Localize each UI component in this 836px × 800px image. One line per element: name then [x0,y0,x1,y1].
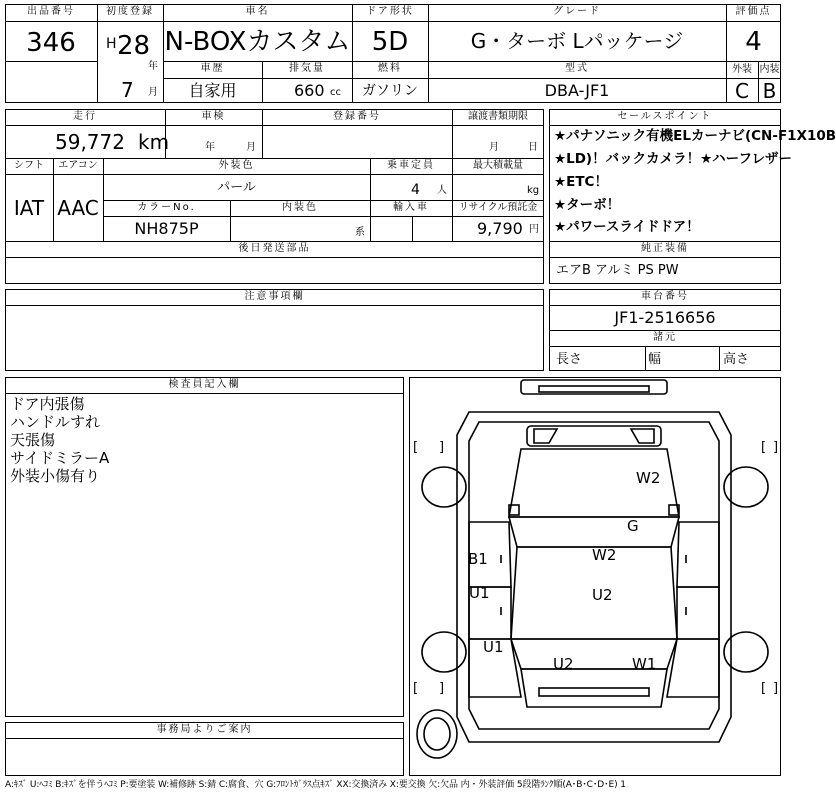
fuel-value: ガソリン [362,83,418,99]
max-load-label: 最大積載量 [473,160,523,171]
recycle-value: 9,790 [477,219,523,238]
first-reg-month-unit: 月 [148,87,158,98]
wheel-front-left [422,467,466,507]
max-load-unit: kg [527,185,540,196]
interior-grade-label: 内装 [759,64,780,75]
inspection-label: 車検 [201,111,226,122]
exterior-grade-label: 外装 [732,64,752,75]
divider [549,241,781,242]
specs-label: 諸元 [653,332,677,343]
sales-point-line: ★ターボ！ [554,197,621,213]
damage-mark: U2 [553,655,574,673]
divider [5,158,544,159]
door-label: ドア形状 [366,6,414,17]
fuel-label: 燃料 [378,63,402,74]
office-label: 事務局よりご案内 [156,724,253,735]
score-value: 4 [745,27,762,57]
inspector-label: 検査員記入欄 [168,379,241,390]
divider [5,305,544,306]
int-color-label: 内装色 [282,202,318,213]
divider [5,738,404,739]
damage-mark: U2 [592,586,613,604]
spec-height-label: 高さ [723,352,750,367]
first-reg-era: H [106,36,117,52]
divider [5,241,544,242]
spare-tire-inner [424,718,450,750]
score-label: 評価点 [735,6,772,17]
damage-mark: G [627,517,639,535]
divider [5,257,544,258]
headlight-left [534,429,557,443]
damage-mark: B1 [468,550,488,568]
first-reg-label: 初度登録 [106,6,154,17]
mileage-label: 走行 [73,111,97,122]
wheel-rear-left [422,632,466,672]
model-value: N-BOXカスタム [164,27,351,57]
color-no-value: NH875P [134,219,199,238]
grade-value: G・ターボ Lパッケージ [470,29,684,53]
color-no-label: カラーNo. [137,202,196,213]
first-reg-year: 28 [117,31,151,61]
reg-no-label: 登録番号 [333,111,381,122]
mileage-value: 59,772 [55,130,125,154]
bracket-right-rear-close: ] [773,681,779,696]
import-label: 輸入車 [393,202,429,213]
chassis-value: JF1-2516656 [614,308,716,327]
bracket-left-rear-close: ] [439,681,445,696]
inspector-note: ハンドルすれ [10,413,101,431]
right-front-door [677,522,719,587]
genuine-label: 純正装備 [641,243,689,254]
sales-point-line: ★LD)！バックカメラ！★ハーフレザー [554,151,792,167]
damage-mark: W1 [632,655,657,673]
transfer-doc-label: 譲渡書類期限 [468,111,528,122]
rear-bumper [539,688,649,696]
inspection-year-unit: 年 [205,142,215,153]
model-code-value: DBA-JF1 [544,81,610,100]
divider [163,78,726,79]
aircon-label: エアコン [58,160,98,171]
bracket-left-front-close: ] [439,440,445,455]
inspector-note: サイドミラーA [10,449,110,467]
bracket-right-front-close: ] [773,440,779,455]
grade-label: グレード [553,6,601,17]
divider [5,21,781,22]
aircon-value: AAC [57,196,99,220]
history-value: 自家用 [188,81,237,100]
displacement-value: 660 [294,81,325,100]
mileage-unit: km [138,130,170,154]
headlight-right [631,429,654,443]
divider [5,393,404,394]
shift-label: シフト [14,160,44,171]
divider [103,200,544,201]
displacement-label: 排気量 [289,63,325,74]
ext-color-value: パール [217,180,256,195]
transfer-doc-month-unit: 月 [489,142,499,153]
transfer-doc-day-unit: 日 [528,142,538,153]
right-rear-fender [667,639,719,697]
windshield [509,517,679,547]
sales-point-label: セールスポイント [617,111,713,122]
exterior-grade-value: C [735,79,749,103]
legend-text: A:ｷｽﾞ U:ﾍｺﾐ B:ｷｽﾞを伴うﾍｺﾐ P:要塗装 W:補修跡 S:錆 C:腐食、穴 G:ﾌﾛﾝﾄｶﾞﾗｽ点ｷｽﾞ XX:交換済み X:要交換 欠:欠品 内・外装評価 5段階ﾗﾝｸ順(A･B･C･D･E) 1 [5,780,626,790]
divider [549,330,781,331]
damage-mark: U1 [469,584,490,602]
divider [5,174,544,175]
divider [412,216,413,241]
inspector-note: ドア内張傷 [10,395,85,413]
chassis-label: 車台番号 [641,291,689,302]
car-body-outline [457,412,731,742]
car-body-inner [469,422,719,729]
lot-no-label: 出品番号 [27,6,75,17]
ext-color-label: 外装色 [218,160,255,171]
model-label: 車名 [245,6,270,17]
inspector-note: 天張傷 [10,431,56,449]
divider [103,216,544,217]
caution-label: 注意事項欄 [244,291,305,302]
bracket-left-rear: [ [413,681,419,696]
damage-mark: W2 [636,469,661,487]
right-rear-door [677,587,719,639]
damage-mark: U1 [483,638,504,656]
spec-length-label: 長さ [556,352,583,367]
bracket-right-rear: [ [761,681,767,696]
recycle-unit: 円 [529,224,539,235]
first-reg-month: 7 [121,78,134,102]
history-label: 車歴 [200,63,225,74]
capacity-label: 乗車定員 [387,160,435,171]
door-value: 5D [371,27,409,57]
inspector-note: 外装小傷有り [10,467,101,485]
shift-value: IAT [13,196,45,220]
int-color-suffix: 系 [355,227,365,238]
car-diagram [409,377,781,776]
bracket-left-front: [ [413,440,419,455]
divider [5,61,97,62]
sales-point-line: ★パワースライドドア！ [554,219,700,235]
lot-no-value: 346 [26,28,76,58]
recycle-label: リサイクル預託金 [458,202,538,213]
capacity-unit: 人 [437,185,447,196]
divider [719,346,720,371]
bracket-right-front: [ [761,440,767,455]
first-reg-year-unit: 年 [148,61,158,72]
displacement-unit: cc [330,87,341,98]
divider [549,305,781,306]
sales-point-line: ★パナソニック有機ELカーナビ(CN-F1X10B [554,128,836,144]
divider [645,346,646,371]
divider [163,61,781,62]
spec-width-label: 幅 [648,352,662,367]
damage-mark: W2 [592,546,617,564]
divider [549,125,781,126]
model-code-label: 型式 [565,63,589,74]
divider [5,125,544,126]
divider [549,257,781,258]
interior-grade-value: B [762,79,777,103]
sales-point-line: ★ETC！ [554,174,608,190]
later-parts-label: 後日発送部品 [238,243,311,254]
capacity-value: 4 [411,182,420,198]
divider [549,346,781,347]
front-bumper-inner [539,386,649,392]
divider [97,4,98,103]
genuine-value: エアB アルミ PS PW [556,263,679,278]
inspection-month-unit: 月 [246,142,256,153]
